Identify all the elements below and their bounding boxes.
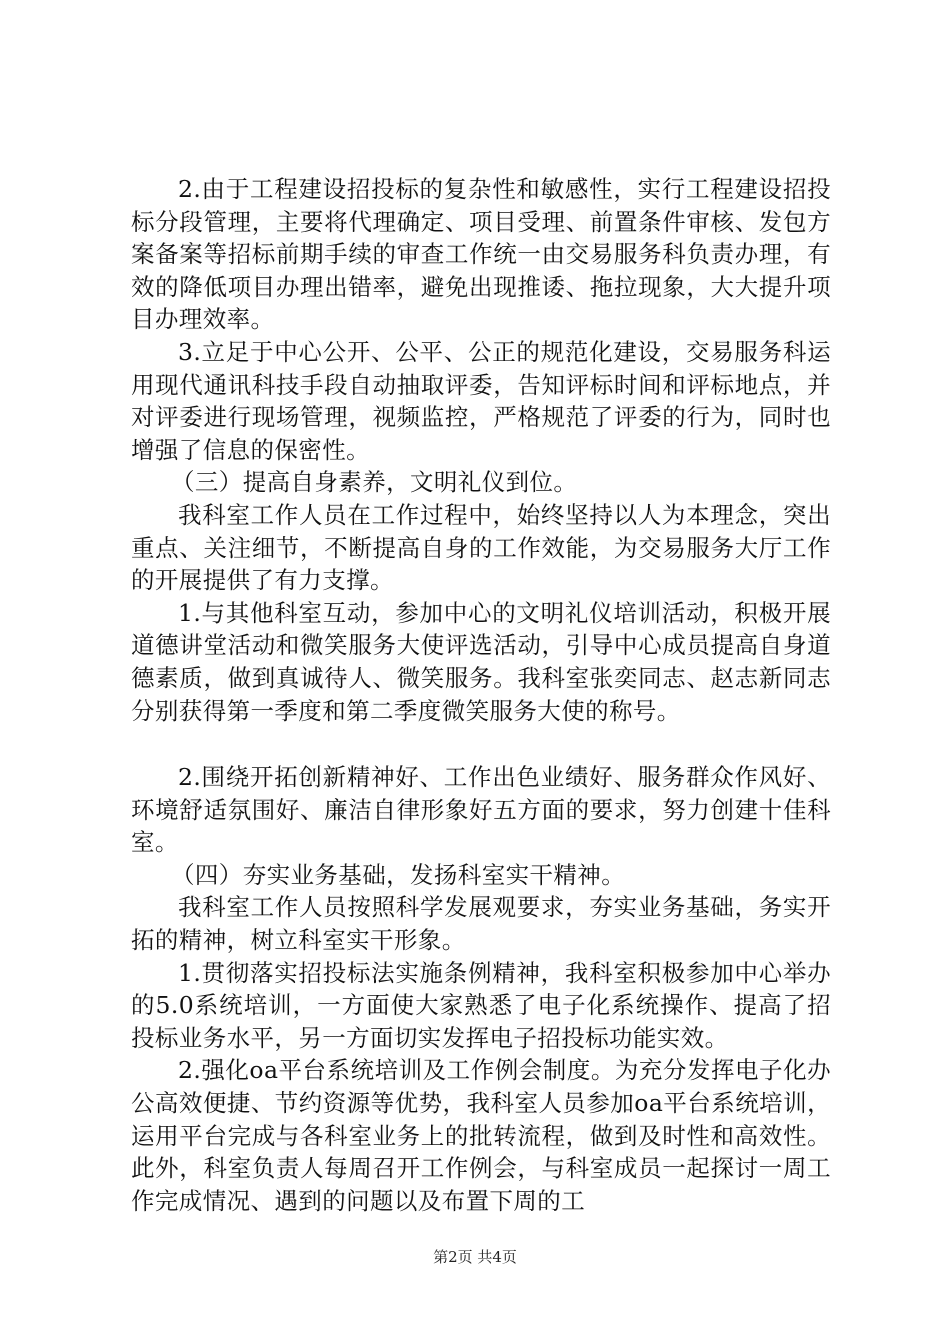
page-number-footer: 第2页 共4页 — [433, 1248, 517, 1266]
document-body — [131, 173, 831, 1217]
section-heading-3: （三）提高自身素养，文明礼仪到位。 — [171, 468, 578, 497]
paragraph-item-1-etiquette: 1.与其他科室互动，参加中心的文明礼仪培训活动，积极开展道德讲堂活动和微笑服务大使评选活动，引导中心成员提高自身道德素质，做到真诚待人、微笑服务。我科室张奕同志、赵志新同志分别获得第一季度和第二季度微笑服务大使的称号。 — [131, 598, 831, 725]
paragraph-item-1-training: 1.贯彻落实招投标法实施条例精神，我科室积极参加中心举办的5.0系统培训，一方面使大家熟悉了电子化系统操作、提高了招投标业务水平，另一方面切实发挥电子招投标功能实效。 — [131, 958, 831, 1052]
paragraph-item-3: 3.立足于中心公开、公平、公正的规范化建设，交易服务科运用现代通讯科技手段自动抽取评委，告知评标时间和评标地点，并对评委进行现场管理，视频监控，严格规范了评委的行为，同时也增强了信息的保密性。 — [131, 337, 831, 464]
section-intro-paragraph: 我科室工作人员在工作过程中，始终坚持以人为本理念，突出重点、关注细节，不断提高自身的工作效能，为交易服务大厅工作的开展提供了有力支撑。 — [131, 500, 831, 595]
section-heading-4: （四）夯实业务基础，发扬科室实干精神。 — [171, 860, 626, 889]
paragraph-item-2-oa: 2.强化oa平台系统培训及工作例会制度。为充分发挥电子化办公高效便捷、节约资源等优势，我科室人员参加oa平台系统培训，运用平台完成与各科室业务上的批转流程，做到及时性和高效性。此外，科室负责人每周召开工作例会，与科室成员一起探讨一周工作完成情况、遇到的问题以及布置下周的工 — [131, 1056, 831, 1215]
paragraph-item-2: 2.由于工程建设招投标的复杂性和敏感性，实行工程建设招投标分段管理，主要将代理确定、项目受理、前置条件审核、发包方案备案等招标前期手续的审查工作统一由交易服务科负责办理，有效的降低项目办理出错率，避免出现推诿、拖拉现象，大大提升项目办理效率。 — [131, 175, 831, 334]
paragraph-item-2-top-ten: 2.围绕开拓创新精神好、工作出色业绩好、服务群众作风好、环境舒适氛围好、廉洁自律形象好五方面的要求，努力创建十佳科室。 — [131, 763, 831, 857]
section-intro-paragraph-4: 我科室工作人员按照科学发展观要求，夯实业务基础，务实开拓的精神，树立科室实干形象。 — [131, 893, 831, 955]
